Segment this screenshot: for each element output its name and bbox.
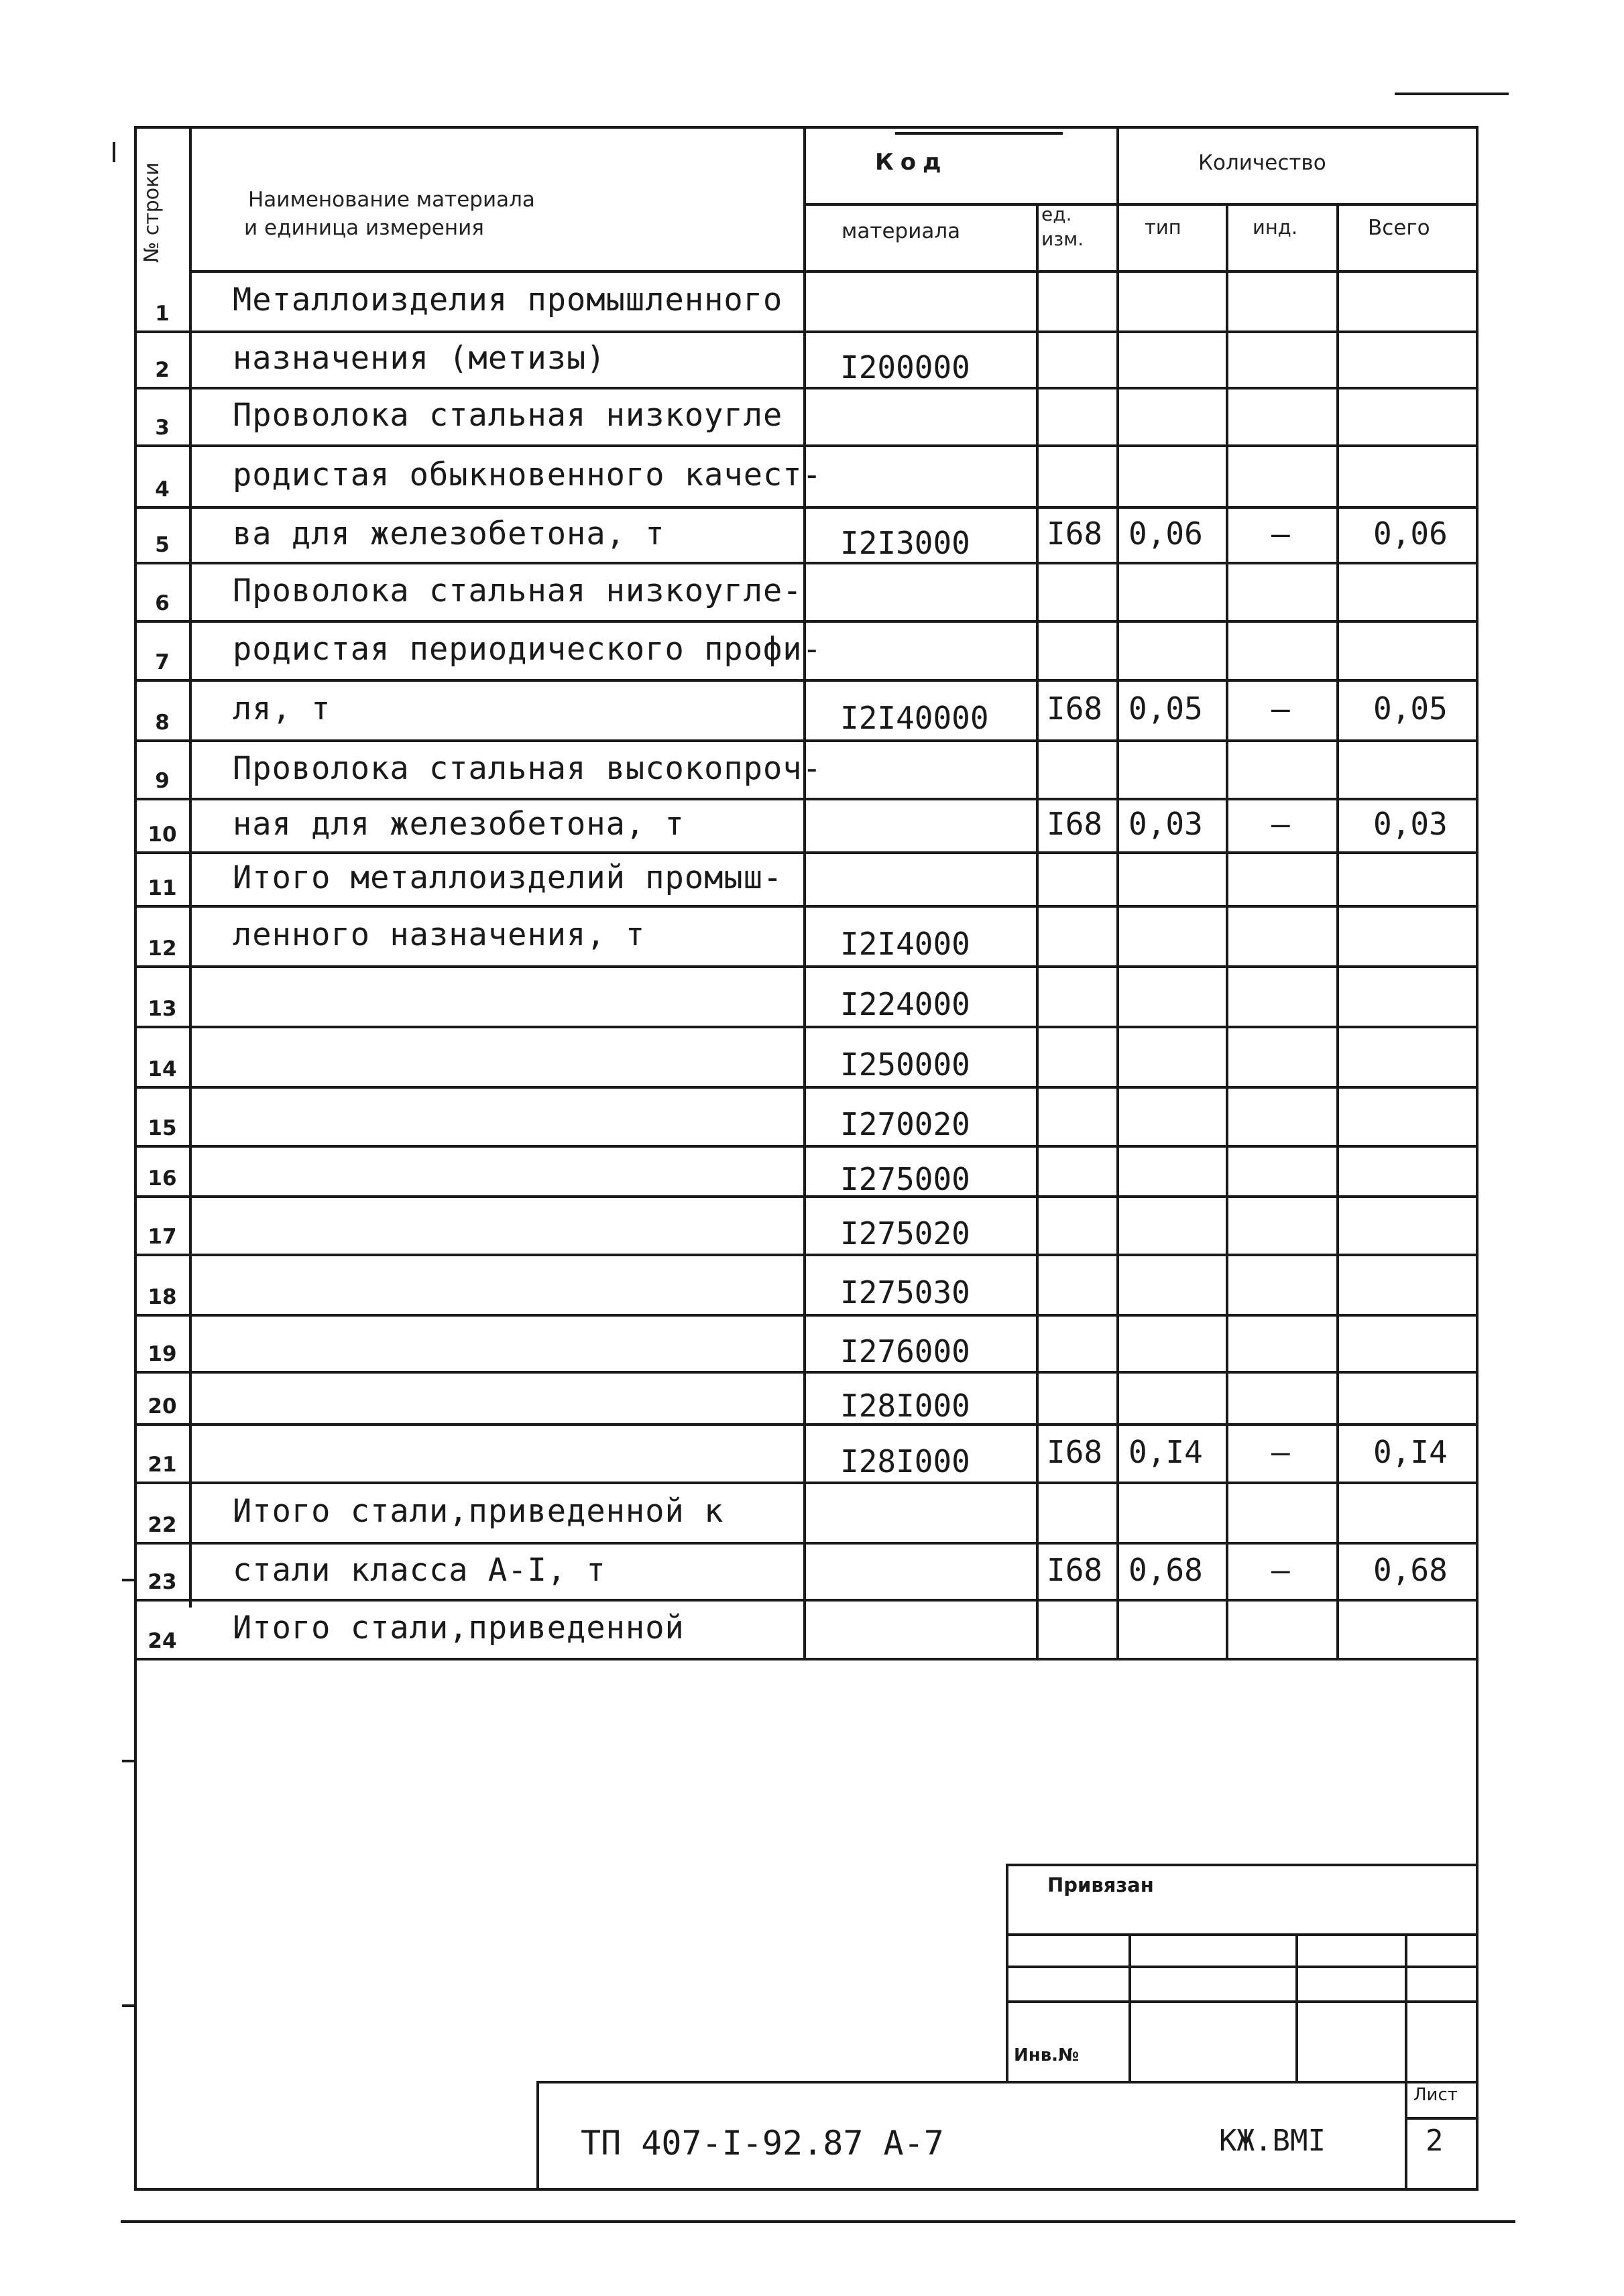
row-number: 17 [148, 1225, 177, 1249]
margin-tick [122, 1760, 137, 1762]
col-divider [1336, 203, 1339, 1658]
material-header: материала [842, 219, 961, 243]
quantity-individual: – [1271, 516, 1290, 552]
row-line [134, 444, 1477, 447]
material-code: I2I40000 [840, 700, 989, 736]
material-name: Проволока стальная низкоугле [233, 397, 783, 434]
quantity-total: 0,06 [1373, 516, 1448, 552]
unit-header-line1: ед. [1041, 203, 1072, 225]
material-name: Итого стали,приведенной [233, 1610, 685, 1646]
sheet-label: Лист [1413, 2085, 1458, 2105]
row-line [134, 905, 1477, 908]
trim-line [121, 2220, 1515, 2223]
row-line [134, 1482, 1477, 1484]
material-code: I276000 [840, 1333, 970, 1370]
type-header: тип [1145, 216, 1181, 239]
quantity-total: 0,05 [1373, 690, 1448, 727]
row-number: 1 [155, 302, 170, 326]
quantity-individual: – [1271, 806, 1290, 842]
material-name: ная для железобетона, т [233, 806, 685, 843]
quantity-individual: – [1271, 1434, 1290, 1470]
material-name: стали класса А-I, т [233, 1552, 606, 1589]
row-number: 13 [148, 997, 177, 1021]
quantity-individual: – [1271, 1552, 1290, 1588]
material-name: ля, т [233, 690, 331, 727]
material-code: I28I000 [840, 1388, 970, 1424]
row-number: 21 [148, 1453, 177, 1477]
attached-label: Привязан [1047, 1874, 1154, 1896]
row-number: 7 [155, 650, 170, 674]
row-number: 3 [155, 416, 170, 440]
material-name: Проволока стальная высокопроч- [233, 750, 822, 787]
document-code: КЖ.ВМI [1219, 2124, 1326, 2158]
col-divider [803, 126, 806, 1658]
row-line [134, 1314, 1477, 1317]
table-bottom-line [134, 1658, 1478, 1660]
row-line [134, 1423, 1477, 1426]
row-number: 23 [148, 1570, 177, 1594]
row-number: 16 [148, 1166, 177, 1191]
material-code: I275020 [840, 1215, 970, 1252]
margin-tick [122, 1579, 137, 1581]
sheet-box-line [1405, 2117, 1478, 2120]
row-number: 15 [148, 1116, 177, 1140]
row-number: 19 [148, 1342, 177, 1366]
quantity-total: 0,68 [1373, 1552, 1448, 1588]
name-header-line2: и единица измерения [244, 216, 484, 240]
quantity-total: 0,03 [1373, 806, 1448, 842]
col-divider [189, 126, 192, 1608]
material-name: ва для железобетона, т [233, 516, 665, 552]
material-code: I2I4000 [840, 926, 970, 962]
material-name: Металлоизделия промышленного [233, 282, 783, 318]
quantity-type: 0,06 [1128, 516, 1203, 552]
row-line [134, 798, 1477, 800]
margin-tick [113, 142, 115, 162]
total-header: Всего [1368, 216, 1430, 240]
quantity-type: 0,I4 [1128, 1434, 1203, 1470]
row-number: 9 [155, 769, 170, 793]
unit-code: I68 [1047, 516, 1103, 552]
row-number: 8 [155, 711, 170, 735]
row-line [134, 1195, 1477, 1198]
quantity-type: 0,05 [1128, 690, 1203, 727]
quantity-type: 0,68 [1128, 1552, 1203, 1588]
sheet-number: 2 [1426, 2124, 1444, 2158]
unit-code: I68 [1047, 690, 1103, 727]
row-number: 6 [155, 591, 170, 615]
header-bottom-line [189, 270, 1477, 273]
material-name: назначения (метизы) [233, 340, 606, 377]
row-number: 12 [148, 936, 177, 961]
row-line [134, 1145, 1477, 1148]
row-line [134, 739, 1477, 742]
material-code: I28I000 [840, 1443, 970, 1479]
row-line [134, 506, 1477, 509]
row-line [134, 1086, 1477, 1089]
row-number: 14 [148, 1057, 177, 1081]
material-code: I2I3000 [840, 525, 970, 561]
header-divider [803, 203, 1477, 206]
row-number-header: № строки [140, 162, 164, 263]
unit-code: I68 [1047, 1552, 1103, 1588]
stamp-line [1006, 1966, 1478, 1968]
name-header-line1: Наименование материала [248, 188, 535, 212]
row-line [134, 562, 1477, 564]
quantity-type: 0,03 [1128, 806, 1203, 842]
material-name: Итого стали,приведенной к [233, 1493, 724, 1530]
row-number: 2 [155, 358, 170, 382]
material-code: I270020 [840, 1106, 970, 1142]
row-line [134, 620, 1477, 623]
material-name: родистая периодического профи- [233, 631, 822, 668]
material-name: родистая обыкновенного качест- [233, 457, 822, 493]
stamp-divider [1295, 1933, 1298, 2081]
material-name: Итого металлоизделий промыш- [233, 859, 783, 896]
row-number: 22 [148, 1513, 177, 1537]
row-line [134, 330, 1477, 333]
row-number: 18 [148, 1285, 177, 1309]
row-number: 10 [148, 823, 177, 847]
inventory-number-label: Инв.№ [1014, 2045, 1080, 2065]
row-line [134, 1026, 1477, 1028]
code-header: Код [875, 149, 948, 176]
top-margin-line [1395, 93, 1509, 95]
row-line [134, 965, 1477, 968]
document-number: ТП 407-I-92.87 А-7 [581, 2124, 944, 2163]
row-line [134, 1371, 1477, 1374]
material-code: I275030 [840, 1274, 970, 1311]
material-code: I224000 [840, 986, 970, 1022]
ind-header: инд. [1253, 216, 1298, 239]
material-name: Проволока стальная низкоугле- [233, 572, 803, 609]
row-number: 24 [148, 1629, 177, 1653]
stamp-line [1006, 2000, 1478, 2003]
col-divider [1226, 203, 1228, 1658]
row-line [134, 851, 1477, 854]
material-code: I200000 [840, 349, 970, 385]
unit-code: I68 [1047, 1434, 1103, 1470]
row-number: 4 [155, 477, 170, 501]
stamp-line [1006, 1864, 1478, 1866]
stamp-main-line [536, 2081, 1478, 2083]
row-number: 5 [155, 533, 170, 557]
quantity-total: 0,I4 [1373, 1434, 1448, 1470]
margin-tick [122, 2004, 137, 2007]
row-line [134, 1599, 1477, 1602]
stamp-line [1006, 1933, 1478, 1936]
quantity-individual: – [1271, 690, 1290, 727]
row-number: 20 [148, 1394, 177, 1418]
stamp-divider [1128, 1933, 1131, 2081]
stamp-divider [1006, 1864, 1008, 2081]
unit-header-line2: изм. [1041, 228, 1084, 250]
row-line [134, 679, 1477, 682]
row-line [134, 387, 1477, 389]
unit-code: I68 [1047, 806, 1103, 842]
stamp-divider [536, 2081, 539, 2191]
row-line [134, 1542, 1477, 1545]
material-name: ленного назначения, т [233, 916, 646, 953]
table-frame [134, 126, 1478, 2191]
quantity-header: Количество [1198, 151, 1326, 175]
row-number: 11 [148, 876, 177, 900]
material-code: I275000 [840, 1161, 970, 1197]
row-line [134, 1254, 1477, 1256]
col-divider [1116, 126, 1119, 1658]
material-code: I250000 [840, 1046, 970, 1083]
stamp-divider [1405, 1933, 1407, 2191]
